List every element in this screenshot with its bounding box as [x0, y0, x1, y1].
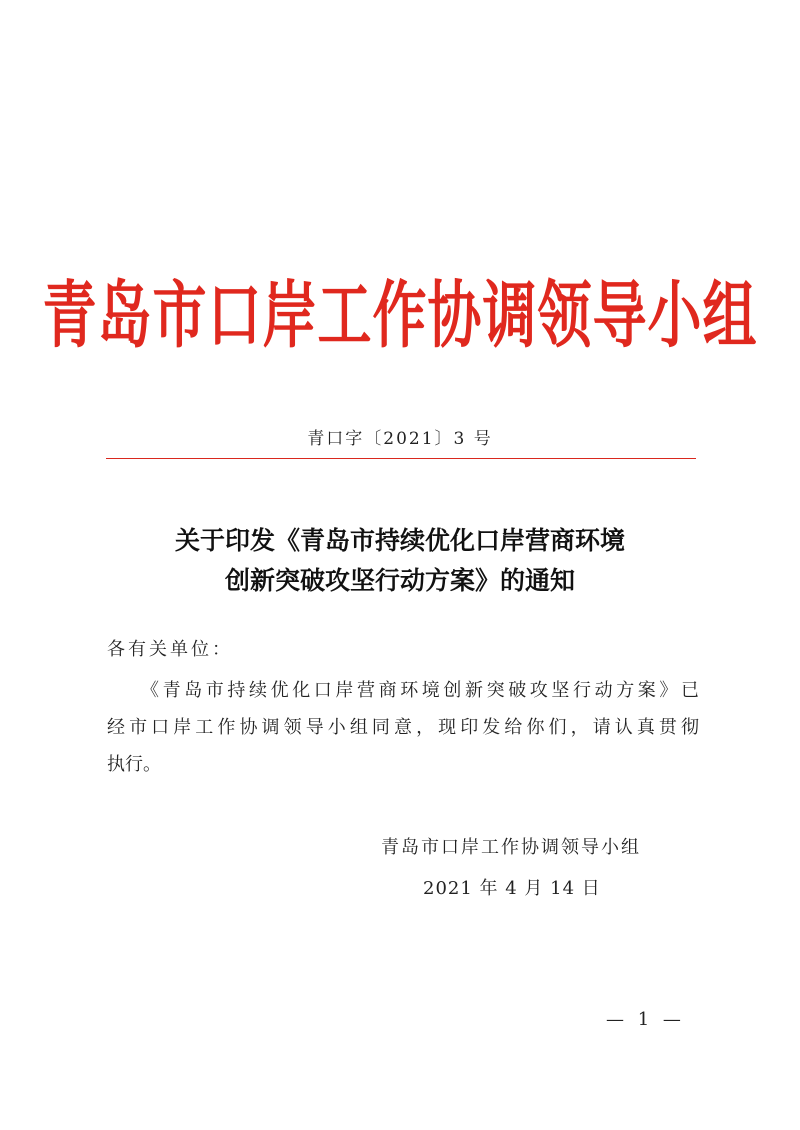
title-line-1: 关于印发《青岛市持续优化口岸营商环境 — [174, 526, 625, 555]
body-line-3: 执行。 — [107, 754, 161, 775]
body-line-1: 《青岛市持续优化口岸营商环境创新突破攻坚行动方案》已 — [141, 680, 699, 701]
signature-date: 2021 年 4 月 14 日 — [423, 878, 601, 899]
signature-organization: 青岛市口岸工作协调领导小组 — [381, 837, 641, 858]
document-title — [0, 521, 800, 601]
body-line-2: 经市口岸工作协调领导小组同意，现印发给你们，请认真贯彻 — [107, 717, 699, 738]
masthead-organization: 青岛市口岸工作协调领导小组 — [42, 272, 758, 358]
page-number: — 1 — — [606, 1009, 685, 1030]
title-line-2: 创新突破攻坚行动方案》的通知 — [224, 566, 575, 595]
body-paragraph — [107, 672, 699, 783]
red-divider-line — [106, 458, 696, 459]
salutation: 各有关单位： — [107, 639, 233, 660]
document-number: 青口字〔2021〕3 号 — [307, 429, 493, 449]
